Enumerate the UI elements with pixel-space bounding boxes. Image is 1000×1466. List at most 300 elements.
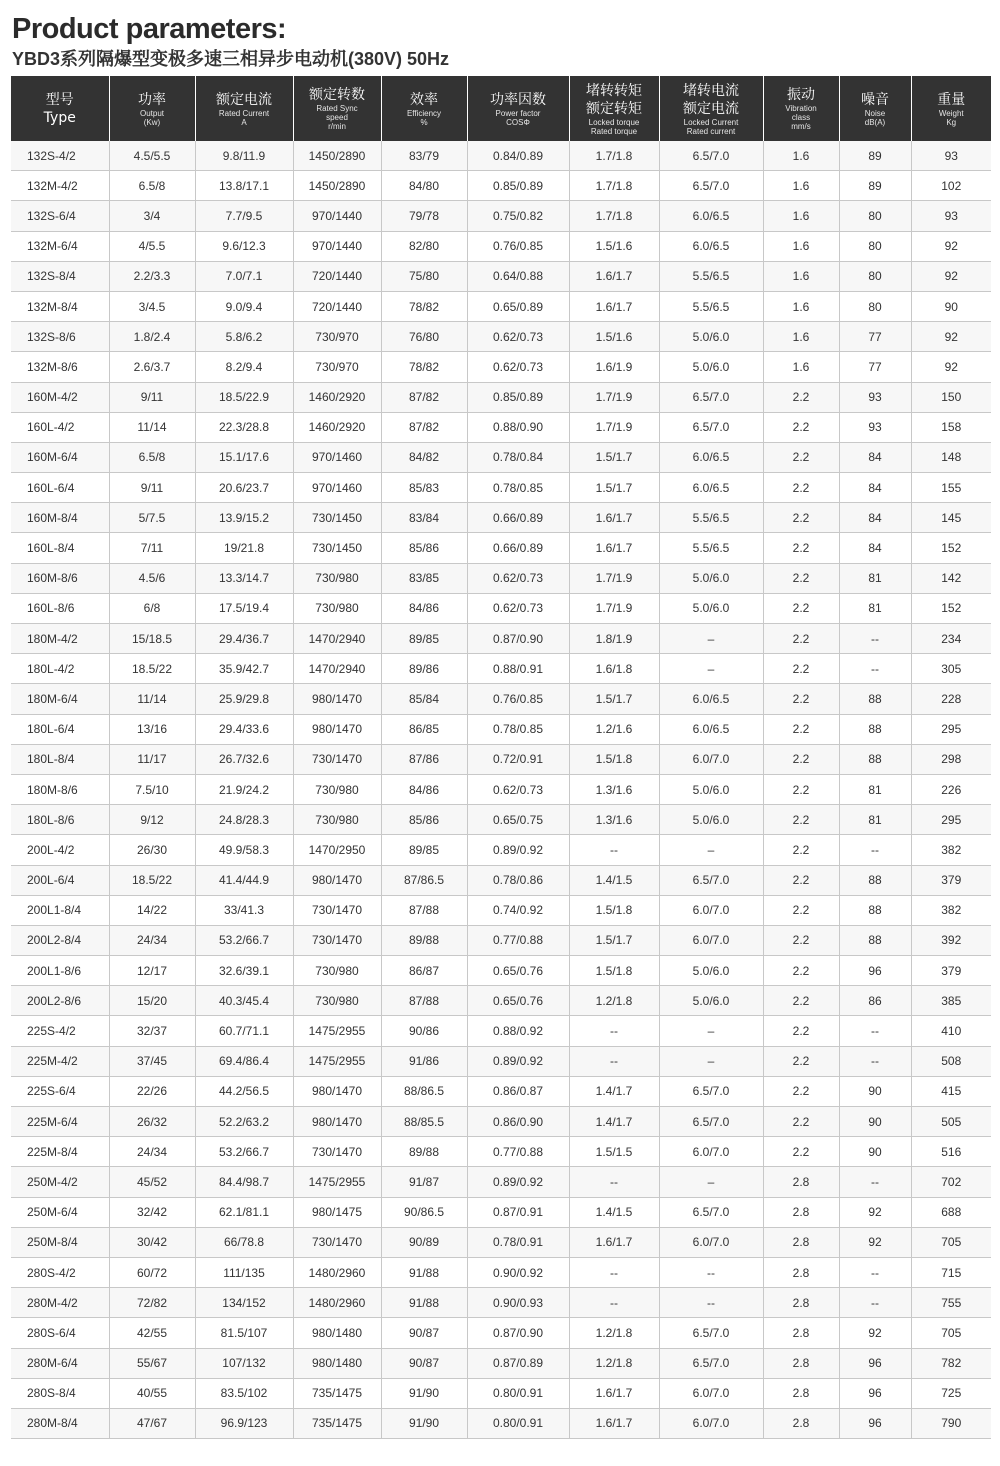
table-cell: 1.2/1.8 — [569, 986, 659, 1016]
table-cell: 2.2 — [763, 774, 839, 804]
table-cell: 1.6/1.7 — [569, 503, 659, 533]
table-cell: 0.90/0.93 — [467, 1288, 569, 1318]
table-cell: 970/1460 — [293, 473, 381, 503]
table-cell: 15/20 — [109, 986, 195, 1016]
table-cell: 1.2/1.8 — [569, 1348, 659, 1378]
table-cell: 6.5/7.0 — [659, 382, 763, 412]
table-cell: 0.89/0.92 — [467, 835, 569, 865]
table-cell: 29.4/36.7 — [195, 624, 293, 654]
table-row — [11, 1257, 991, 1287]
table-cell: 1480/2960 — [293, 1288, 381, 1318]
column-header — [467, 76, 569, 141]
table-cell: – — [659, 835, 763, 865]
table-cell: 85/86 — [381, 805, 467, 835]
table-cell: 1.8/1.9 — [569, 624, 659, 654]
table-cell: 9.8/11.9 — [195, 141, 293, 171]
table-cell: 382 — [911, 895, 991, 925]
table-cell: 66/78.8 — [195, 1227, 293, 1257]
table-cell: 1.5/1.7 — [569, 442, 659, 472]
table-cell: 5.0/6.0 — [659, 593, 763, 623]
table-cell: 730/980 — [293, 774, 381, 804]
table-cell: 88/85.5 — [381, 1107, 467, 1137]
table-cell: 516 — [911, 1137, 991, 1167]
table-cell: 2.2 — [763, 533, 839, 563]
column-header-en: Efficiency % — [406, 108, 442, 127]
table-row — [11, 563, 991, 593]
table-cell: 40/55 — [109, 1378, 195, 1408]
table-cell: 6.5/7.0 — [659, 1107, 763, 1137]
table-cell: 298 — [911, 744, 991, 774]
table-cell: 12/17 — [109, 956, 195, 986]
table-row — [11, 1137, 991, 1167]
table-cell: 8.2/9.4 — [195, 352, 293, 382]
table-cell: 83/85 — [381, 563, 467, 593]
column-header — [11, 76, 109, 141]
table-cell: 7.0/7.1 — [195, 261, 293, 291]
column-header — [659, 76, 763, 141]
table-cell: -- — [839, 624, 911, 654]
table-cell: 155 — [911, 473, 991, 503]
table-cell: 96.9/123 — [195, 1408, 293, 1438]
table-cell: 93 — [911, 201, 991, 231]
table-cell: 250M-4/2 — [11, 1167, 109, 1197]
table-cell: 87/86.5 — [381, 865, 467, 895]
table-cell: 2.2 — [763, 503, 839, 533]
table-cell: 80 — [839, 201, 911, 231]
table-cell: 280M-8/4 — [11, 1408, 109, 1438]
table-cell: 200L-6/4 — [11, 865, 109, 895]
table-cell: 160M-4/2 — [11, 382, 109, 412]
table-cell: 152 — [911, 593, 991, 623]
table-cell: 1.6/1.7 — [569, 1227, 659, 1257]
table-cell: – — [659, 1167, 763, 1197]
table-cell: 0.78/0.85 — [467, 473, 569, 503]
column-header-zh: 堵转转矩 额定转矩 — [586, 82, 642, 117]
table-cell: – — [659, 1016, 763, 1046]
table-cell: 88/86.5 — [381, 1076, 467, 1106]
table-row — [11, 744, 991, 774]
table-cell: 24.8/28.3 — [195, 805, 293, 835]
table-cell: 410 — [911, 1016, 991, 1046]
table-cell: 92 — [839, 1227, 911, 1257]
table-cell: -- — [659, 1257, 763, 1287]
table-cell: 5.0/6.0 — [659, 563, 763, 593]
table-cell: 295 — [911, 805, 991, 835]
table-cell: 69.4/86.4 — [195, 1046, 293, 1076]
table-cell: 1.7/1.9 — [569, 593, 659, 623]
table-cell: 21.9/24.2 — [195, 774, 293, 804]
table-cell: 160M-6/4 — [11, 442, 109, 472]
column-header-zh: 功率因数 — [490, 91, 546, 108]
table-cell: 1.6/1.7 — [569, 1378, 659, 1408]
table-cell: 93 — [911, 141, 991, 171]
table-row — [11, 1167, 991, 1197]
table-cell: 980/1470 — [293, 1107, 381, 1137]
table-cell: 84 — [839, 442, 911, 472]
table-cell: 280S-8/4 — [11, 1378, 109, 1408]
table-cell: 92 — [911, 261, 991, 291]
table-cell: 180M-6/4 — [11, 684, 109, 714]
table-cell: 0.65/0.76 — [467, 956, 569, 986]
column-header-en: Weight Kg — [938, 108, 964, 127]
table-row — [11, 291, 991, 321]
table-cell: 1.6/1.7 — [569, 291, 659, 321]
table-cell: – — [659, 624, 763, 654]
table-cell: 1.4/1.5 — [569, 1197, 659, 1227]
table-cell: 0.86/0.87 — [467, 1076, 569, 1106]
table-cell: 415 — [911, 1076, 991, 1106]
table-cell: 3/4.5 — [109, 291, 195, 321]
table-cell: 2.2 — [763, 744, 839, 774]
table-cell: 0.87/0.89 — [467, 1348, 569, 1378]
table-cell: 505 — [911, 1107, 991, 1137]
table-cell: 86/85 — [381, 714, 467, 744]
table-cell: 81 — [839, 563, 911, 593]
column-header-en: Power factor COSΦ — [495, 108, 541, 127]
table-cell: 90/89 — [381, 1227, 467, 1257]
table-cell: 1.6 — [763, 261, 839, 291]
table-cell: 0.62/0.73 — [467, 322, 569, 352]
table-cell: 89/88 — [381, 925, 467, 955]
table-row — [11, 322, 991, 352]
table-cell: 92 — [911, 231, 991, 261]
table-cell: 280M-4/2 — [11, 1288, 109, 1318]
table-cell: 2.2 — [763, 865, 839, 895]
table-cell: 5.0/6.0 — [659, 956, 763, 986]
table-cell: 0.75/0.82 — [467, 201, 569, 231]
table-cell: 90 — [911, 291, 991, 321]
table-cell: 0.74/0.92 — [467, 895, 569, 925]
table-cell: 87/88 — [381, 986, 467, 1016]
table-cell: 26.7/32.6 — [195, 744, 293, 774]
table-cell: 1480/2960 — [293, 1257, 381, 1287]
table-cell: 5.0/6.0 — [659, 986, 763, 1016]
table-row — [11, 1046, 991, 1076]
table-cell: 5.0/6.0 — [659, 774, 763, 804]
table-cell: 1.5/1.7 — [569, 473, 659, 503]
column-header-zh: 堵转电流 额定电流 — [683, 82, 739, 117]
table-row — [11, 925, 991, 955]
table-cell: 0.78/0.86 — [467, 865, 569, 895]
table-cell: 2.8 — [763, 1197, 839, 1227]
table-cell: 26/30 — [109, 835, 195, 865]
table-cell: 2.2/3.3 — [109, 261, 195, 291]
table-cell: 132S-8/4 — [11, 261, 109, 291]
table-cell: 385 — [911, 986, 991, 1016]
table-cell: 88 — [839, 865, 911, 895]
table-cell: 148 — [911, 442, 991, 472]
table-row — [11, 805, 991, 835]
table-cell: 91/90 — [381, 1378, 467, 1408]
table-cell: 0.78/0.85 — [467, 714, 569, 744]
table-cell: 88 — [839, 744, 911, 774]
table-cell: 250M-8/4 — [11, 1227, 109, 1257]
table-cell: 305 — [911, 654, 991, 684]
table-cell: 4.5/6 — [109, 563, 195, 593]
table-cell: 83/84 — [381, 503, 467, 533]
table-cell: 88 — [839, 684, 911, 714]
table-cell: 200L-4/2 — [11, 835, 109, 865]
column-header — [911, 76, 991, 141]
table-cell: 980/1480 — [293, 1318, 381, 1348]
table-cell: 0.65/0.75 — [467, 805, 569, 835]
table-cell: 91/88 — [381, 1257, 467, 1287]
table-cell: 81 — [839, 805, 911, 835]
table-cell: 1.6/1.9 — [569, 352, 659, 382]
table-row — [11, 956, 991, 986]
table-body — [11, 141, 991, 1439]
column-header-zh: 效率 — [410, 91, 438, 108]
table-cell: 6.5/7.0 — [659, 1197, 763, 1227]
table-cell: 2.2 — [763, 956, 839, 986]
table-cell: 1.5/1.8 — [569, 744, 659, 774]
table-cell: 18.5/22 — [109, 654, 195, 684]
table-cell: 6.0/6.5 — [659, 201, 763, 231]
table-cell: 1.6 — [763, 291, 839, 321]
table-cell: -- — [569, 1288, 659, 1318]
table-cell: 0.65/0.89 — [467, 291, 569, 321]
column-header — [569, 76, 659, 141]
table-cell: 2.2 — [763, 1046, 839, 1076]
table-cell: 89/86 — [381, 654, 467, 684]
table-cell: 15.1/17.6 — [195, 442, 293, 472]
table-cell: 81.5/107 — [195, 1318, 293, 1348]
table-row — [11, 654, 991, 684]
table-cell: 1.8/2.4 — [109, 322, 195, 352]
table-row — [11, 412, 991, 442]
table-cell: 6.0/7.0 — [659, 1137, 763, 1167]
column-header-en: Output (Kw) — [139, 108, 164, 127]
table-cell: 1.5/1.5 — [569, 1137, 659, 1167]
table-cell: 107/132 — [195, 1348, 293, 1378]
table-cell: 160L-4/2 — [11, 412, 109, 442]
table-cell: 0.62/0.73 — [467, 774, 569, 804]
table-cell: 1.5/1.7 — [569, 684, 659, 714]
table-cell: -- — [569, 1167, 659, 1197]
table-cell: 2.2 — [763, 1107, 839, 1137]
table-cell: 1.6/1.8 — [569, 654, 659, 684]
table-cell: 1.3/1.6 — [569, 774, 659, 804]
table-cell: 1470/2950 — [293, 835, 381, 865]
table-cell: 6.5/8 — [109, 442, 195, 472]
table-cell: 1475/2955 — [293, 1016, 381, 1046]
table-cell: 18.5/22.9 — [195, 382, 293, 412]
table-cell: 47/67 — [109, 1408, 195, 1438]
table-row — [11, 1348, 991, 1378]
table-cell: 11/14 — [109, 684, 195, 714]
table-cell: 6.0/7.0 — [659, 1378, 763, 1408]
table-cell: 96 — [839, 1378, 911, 1408]
table-row — [11, 1227, 991, 1257]
table-cell: 0.85/0.89 — [467, 171, 569, 201]
table-cell: 0.66/0.89 — [467, 533, 569, 563]
table-row — [11, 1378, 991, 1408]
table-cell: 225S-4/2 — [11, 1016, 109, 1046]
table-cell: 0.78/0.91 — [467, 1227, 569, 1257]
table-row — [11, 503, 991, 533]
table-cell: 2.2 — [763, 684, 839, 714]
table-cell: 1475/2955 — [293, 1167, 381, 1197]
table-cell: 2.8 — [763, 1348, 839, 1378]
table-cell: 14/22 — [109, 895, 195, 925]
table-cell: 180M-4/2 — [11, 624, 109, 654]
table-cell: 3/4 — [109, 201, 195, 231]
table-cell: 2.8 — [763, 1408, 839, 1438]
table-cell: 1460/2920 — [293, 412, 381, 442]
table-cell: 0.77/0.88 — [467, 925, 569, 955]
table-row — [11, 201, 991, 231]
table-cell: 5.5/6.5 — [659, 291, 763, 321]
table-cell: 32/42 — [109, 1197, 195, 1227]
table-row — [11, 986, 991, 1016]
table-cell: 0.90/0.92 — [467, 1257, 569, 1287]
table-cell: 225S-6/4 — [11, 1076, 109, 1106]
table-cell: 142 — [911, 563, 991, 593]
table-cell: 22.3/28.8 — [195, 412, 293, 442]
column-header-en: Rated Current A — [218, 108, 270, 127]
table-cell: 730/1470 — [293, 744, 381, 774]
table-cell: 90 — [839, 1137, 911, 1167]
table-cell: 1470/2940 — [293, 624, 381, 654]
table-cell: 82/80 — [381, 231, 467, 261]
table-row — [11, 141, 991, 171]
table-cell: 96 — [839, 1348, 911, 1378]
table-cell: 1.6 — [763, 141, 839, 171]
table-cell: 2.2 — [763, 1076, 839, 1106]
table-cell: 90 — [839, 1107, 911, 1137]
table-cell: 0.87/0.90 — [467, 624, 569, 654]
table-cell: 730/970 — [293, 322, 381, 352]
table-cell: 93 — [839, 382, 911, 412]
table-cell: 92 — [839, 1197, 911, 1227]
column-header-zh: 功率 — [138, 91, 166, 108]
table-cell: 720/1440 — [293, 291, 381, 321]
table-cell: 2.2 — [763, 1137, 839, 1167]
table-cell: 1.3/1.6 — [569, 805, 659, 835]
table-cell: 88 — [839, 714, 911, 744]
table-cell: 160L-6/4 — [11, 473, 109, 503]
table-cell: 92 — [911, 352, 991, 382]
table-cell: 84 — [839, 473, 911, 503]
table-cell: 2.2 — [763, 382, 839, 412]
table-cell: 0.64/0.88 — [467, 261, 569, 291]
table-cell: 132M-8/6 — [11, 352, 109, 382]
table-cell: 1.7/1.8 — [569, 201, 659, 231]
table-cell: 730/980 — [293, 986, 381, 1016]
table-cell: 86 — [839, 986, 911, 1016]
table-cell: 2.8 — [763, 1167, 839, 1197]
table-cell: 2.2 — [763, 563, 839, 593]
table-cell: 44.2/56.5 — [195, 1076, 293, 1106]
table-row — [11, 171, 991, 201]
table-cell: 379 — [911, 956, 991, 986]
table-cell: 88 — [839, 895, 911, 925]
table-cell: 0.88/0.90 — [467, 412, 569, 442]
table-row — [11, 533, 991, 563]
table-cell: 160L-8/6 — [11, 593, 109, 623]
table-cell: 9/12 — [109, 805, 195, 835]
table-cell: 11/17 — [109, 744, 195, 774]
table-cell: 87/86 — [381, 744, 467, 774]
table-row — [11, 352, 991, 382]
table-cell: 84 — [839, 503, 911, 533]
table-cell: 5.8/6.2 — [195, 322, 293, 352]
table-cell: 75/80 — [381, 261, 467, 291]
table-cell: 730/980 — [293, 563, 381, 593]
table-cell: 89/85 — [381, 835, 467, 865]
table-row — [11, 714, 991, 744]
column-header-en: Type — [43, 109, 76, 126]
table-cell: 6.0/7.0 — [659, 744, 763, 774]
table-row — [11, 835, 991, 865]
table-cell: 85/83 — [381, 473, 467, 503]
table-cell: 1.7/1.9 — [569, 382, 659, 412]
table-cell: 6.0/6.5 — [659, 684, 763, 714]
table-cell: 1.5/1.8 — [569, 956, 659, 986]
table-cell: 1.4/1.7 — [569, 1107, 659, 1137]
table-cell: 96 — [839, 956, 911, 986]
table-cell: 60/72 — [109, 1257, 195, 1287]
table-cell: 17.5/19.4 — [195, 593, 293, 623]
table-cell: 30/42 — [109, 1227, 195, 1257]
table-cell: 6.0/6.5 — [659, 231, 763, 261]
table-cell: 6.0/7.0 — [659, 1227, 763, 1257]
table-cell: 0.80/0.91 — [467, 1378, 569, 1408]
table-cell: 132S-8/6 — [11, 322, 109, 352]
table-cell: 72/82 — [109, 1288, 195, 1318]
table-row — [11, 442, 991, 472]
table-cell: 725 — [911, 1378, 991, 1408]
table-cell: 228 — [911, 684, 991, 714]
table-cell: 22/26 — [109, 1076, 195, 1106]
table-cell: 730/1450 — [293, 503, 381, 533]
table-cell: 730/970 — [293, 352, 381, 382]
table-cell: 19/21.8 — [195, 533, 293, 563]
table-cell: 2.6/3.7 — [109, 352, 195, 382]
table-row — [11, 895, 991, 925]
table-cell: 970/1460 — [293, 442, 381, 472]
table-cell: 1.6 — [763, 352, 839, 382]
table-cell: 379 — [911, 865, 991, 895]
table-cell: 180L-8/4 — [11, 744, 109, 774]
column-header-en: Rated Sync speed r/min — [316, 104, 358, 131]
column-header-en: Locked Current Rated current — [683, 117, 739, 136]
table-row — [11, 473, 991, 503]
table-cell: 1.6/1.7 — [569, 533, 659, 563]
column-header-en: Vibration class mm/s — [785, 104, 817, 131]
column-header-en: Locked torque Rated torque — [588, 117, 640, 136]
table-cell: 52.2/63.2 — [195, 1107, 293, 1137]
table-cell: 77 — [839, 352, 911, 382]
table-cell: 1.6 — [763, 201, 839, 231]
table-cell: 45/52 — [109, 1167, 195, 1197]
table-cell: 1.7/1.8 — [569, 171, 659, 201]
table-cell: 5.0/6.0 — [659, 805, 763, 835]
table-row — [11, 1318, 991, 1348]
table-cell: 0.65/0.76 — [467, 986, 569, 1016]
table-cell: 29.4/33.6 — [195, 714, 293, 744]
table-cell: 755 — [911, 1288, 991, 1318]
table-cell: 730/980 — [293, 593, 381, 623]
table-cell: 980/1470 — [293, 865, 381, 895]
table-cell: -- — [839, 1046, 911, 1076]
table-cell: 0.88/0.92 — [467, 1016, 569, 1046]
table-cell: 6.0/7.0 — [659, 925, 763, 955]
table-cell: 1.2/1.6 — [569, 714, 659, 744]
table-row — [11, 1197, 991, 1227]
table-cell: 2.2 — [763, 624, 839, 654]
table-cell: -- — [839, 835, 911, 865]
